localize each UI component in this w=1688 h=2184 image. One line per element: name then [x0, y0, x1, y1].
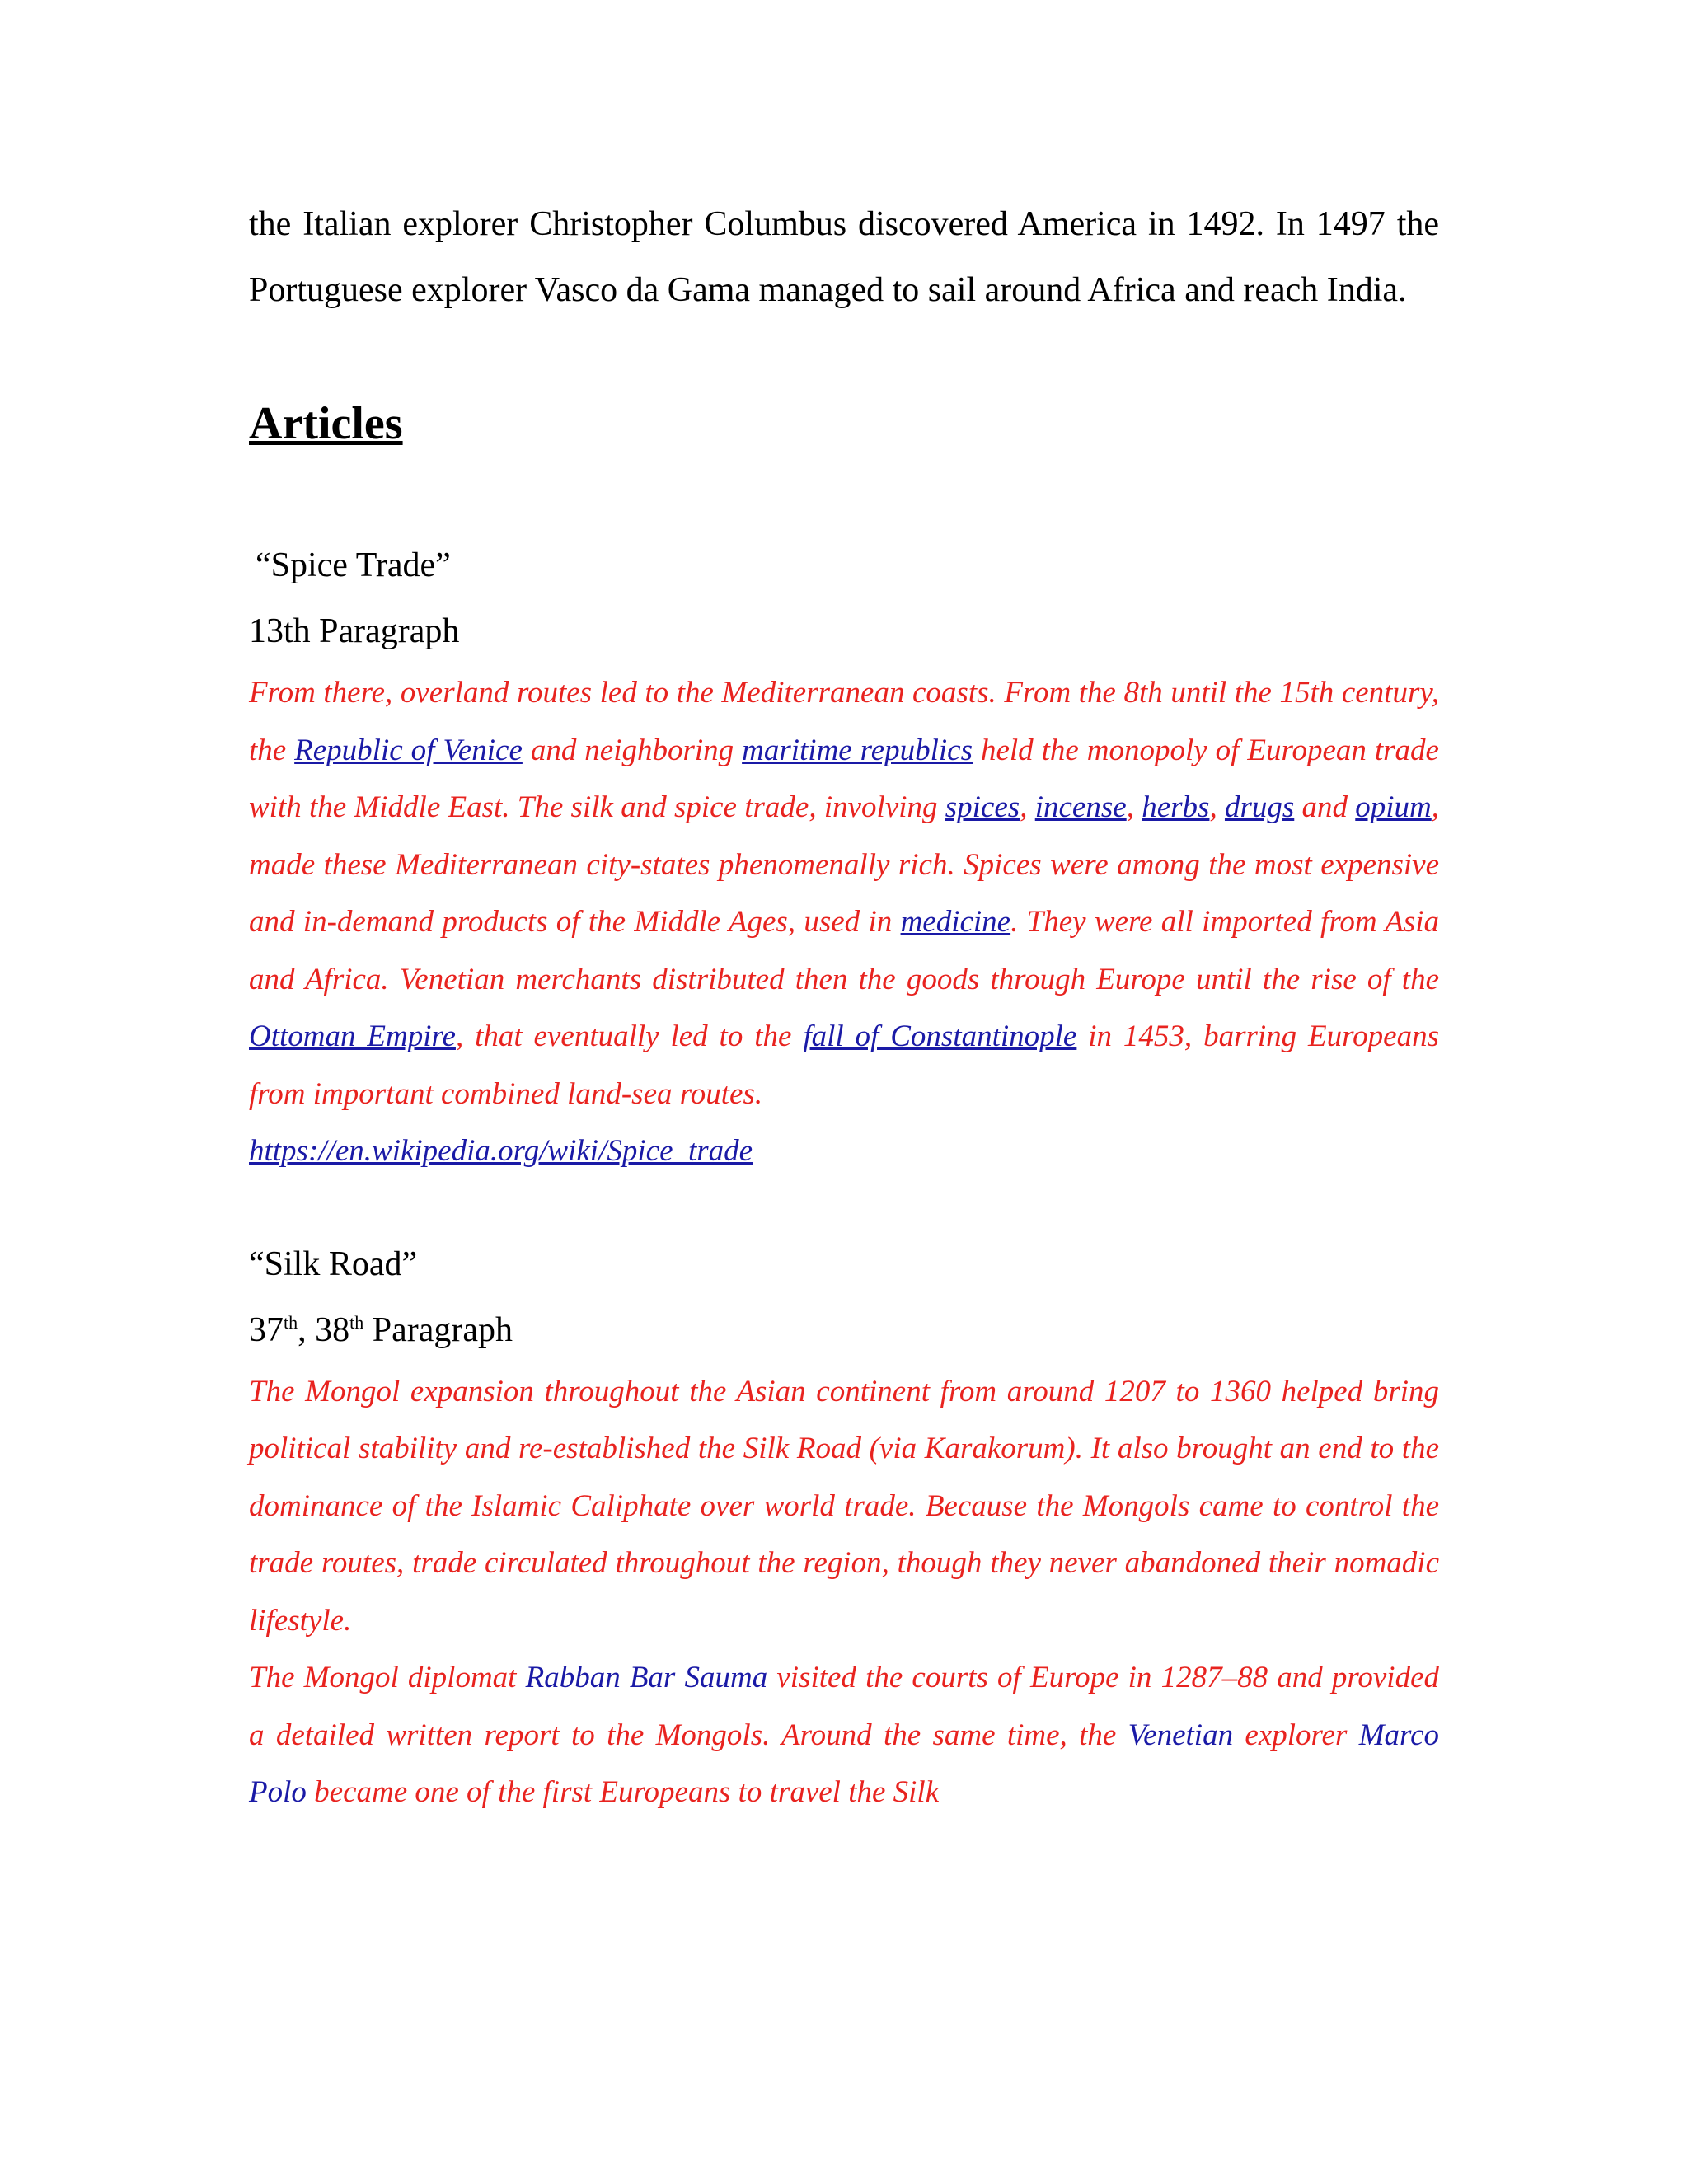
name-marco-polo: Marco Polo	[249, 1718, 1439, 1809]
para-label-text: Paragraph	[363, 1310, 513, 1349]
quote-text: explorer	[1233, 1718, 1359, 1752]
link-spices[interactable]: spices	[945, 790, 1020, 824]
para-number: 37	[249, 1310, 284, 1349]
document-page	[249, 191, 1439, 1821]
link-republic-of-venice[interactable]: Republic of Venice	[294, 733, 523, 767]
paragraph-label-13th: 13th Paragraph	[249, 612, 460, 650]
quote-text: ,	[1020, 790, 1035, 824]
spice-trade-quote	[249, 664, 1439, 1122]
link-opium[interactable]: opium	[1355, 790, 1432, 824]
link-ottoman-empire[interactable]: Ottoman Empire	[249, 1019, 456, 1053]
quote-text: became one of the first Europeans to travel the Silk	[306, 1775, 940, 1809]
silk-road-quote-1: The Mongol expansion throughout the Asian continent from around 1207 to 1360 helped bring political stability and re-established the Silk Road (via Karakorum). It also brought an end to the dominance of the Islamic Caliphate over world trade. Because the Mongols came to control the trade routes, trade circulated throughout the region, though they never abandoned their nomadic lifestyle.	[249, 1374, 1439, 1638]
quote-text: in 1453, barring Europeans from important combined land-sea routes.	[249, 1019, 1439, 1111]
name-rabban-bar-sauma: Rabban Bar Sauma	[525, 1661, 768, 1694]
source-link-spice-trade[interactable]: https://en.wikipedia.org/wiki/Spice_trade	[249, 1134, 753, 1168]
quote-text: From there, overland routes led to the Mediterranean coasts. From the 8th until the 15th century, the	[249, 676, 1439, 767]
quote-text: . They were all imported from Asia and Africa. Venetian merchants distributed then the goods through Europe until the rise of the	[249, 905, 1439, 996]
quote-text: and	[1294, 790, 1356, 824]
articles-heading: Articles	[249, 398, 403, 449]
intro-paragraph: the Italian explorer Christopher Columbus discovered America in 1492. In 1497 the Portuguese explorer Vasco da Gama managed to sail around Africa and reach India.	[249, 205, 1439, 309]
link-incense[interactable]: incense	[1034, 790, 1127, 824]
link-medicine[interactable]: medicine	[900, 905, 1011, 939]
quote-text: , made these Mediterranean city-states phenomenally rich. Spices were among the most expensive and in-demand products of the Middle Ages, used in	[249, 790, 1440, 939]
article-title-silk-road: “Silk Road”	[249, 1244, 418, 1283]
para-number: , 38	[298, 1310, 350, 1349]
link-fall-of-constantinople[interactable]: fall of Constantinople	[803, 1019, 1077, 1053]
silk-road-quote-2	[249, 1649, 1439, 1821]
quote-text: held the monopoly of European trade with the Middle East. The silk and spice trade, involving	[249, 733, 1439, 824]
name-venetian: Venetian	[1128, 1718, 1234, 1752]
ordinal-suffix: th	[349, 1311, 364, 1333]
quote-text: , that eventually led to the	[455, 1019, 804, 1053]
link-maritime-republics[interactable]: maritime republics	[742, 733, 973, 767]
link-herbs[interactable]: herbs	[1142, 790, 1210, 824]
quote-text: visited the courts of Europe in 1287–88 and provided a detailed written report to the Mongols. Around the same time, the	[249, 1661, 1440, 1752]
quote-text: ,	[1126, 790, 1142, 824]
link-drugs[interactable]: drugs	[1224, 790, 1295, 824]
article-title-spice-trade: “Spice Trade”	[256, 546, 451, 584]
quote-text: ,	[1209, 790, 1225, 824]
paragraph-label-37-38	[249, 1297, 1439, 1363]
quote-text: The Mongol diplomat	[249, 1661, 526, 1694]
ordinal-suffix: th	[284, 1311, 298, 1333]
quote-text: and neighboring	[522, 733, 743, 767]
